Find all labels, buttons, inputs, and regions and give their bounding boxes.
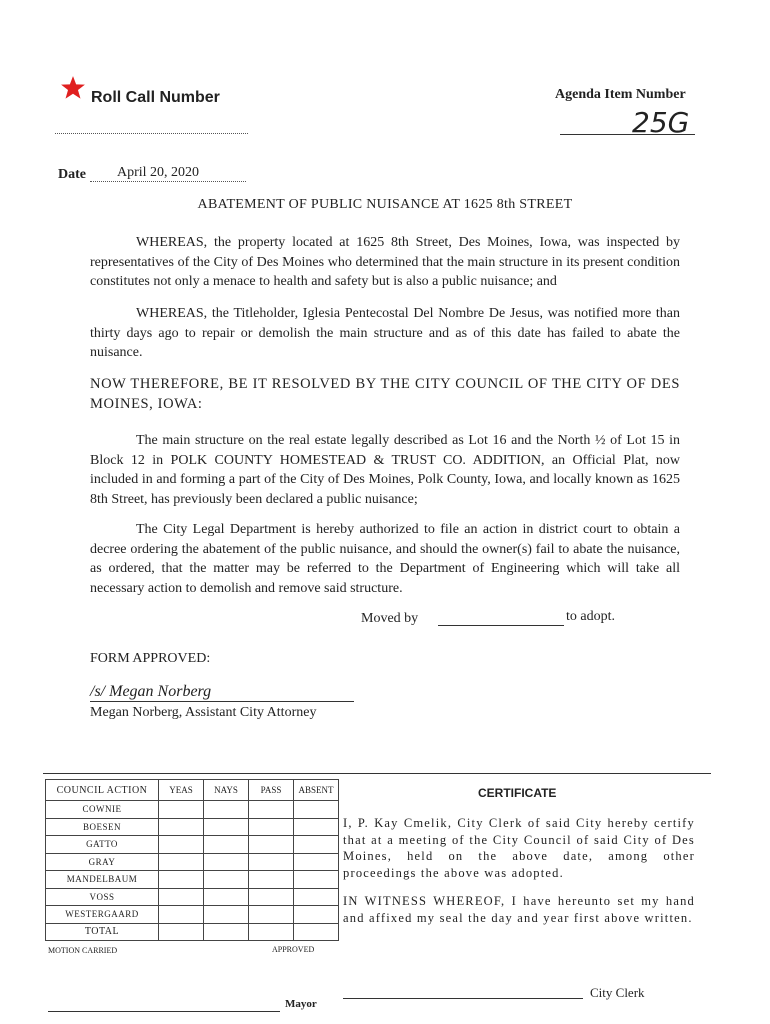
header-pass: PASS bbox=[249, 780, 294, 801]
whereas-paragraph-2: WHEREAS, the Titleholder, Iglesia Pentecostal Del Nombre De Jesus, was notified more than thirty days ago to repair or demolish the main structure and as of this date has failed to abate the nuisance. bbox=[90, 306, 680, 360]
table-row: BOESEN bbox=[46, 818, 339, 836]
legal-department-paragraph: The City Legal Department is hereby authorized to file an action in district court to obtain a decree ordering the abatement of the public nuisance, and should the owner(s) fail to abate the nuisance, as ordered, that the matter may be referred to the Department of Engineering which will take all necessary action to demolish and remove said structure. bbox=[90, 522, 680, 596]
council-action-table bbox=[45, 779, 339, 941]
table-row-total: TOTAL bbox=[46, 923, 339, 941]
date-value: April 20, 2020 bbox=[117, 165, 200, 180]
table-row: WESTERGAARD bbox=[46, 906, 339, 924]
attorney-name: Megan Norberg, Assistant City Attorney bbox=[90, 705, 317, 720]
table-row: COWNIE bbox=[46, 801, 339, 819]
date-label: Date bbox=[58, 167, 86, 182]
certificate-text: I, P. Kay Cmelik, City Clerk of said City hereby certify that at a meeting of the City Council of said City of Des Moines, held on the above date, among other proceedings the above was adopted. bbox=[343, 816, 695, 880]
table-header-row bbox=[46, 780, 339, 801]
certificate-title: CERTIFICATE bbox=[478, 786, 557, 800]
agenda-item-number: 25G bbox=[632, 106, 690, 139]
agenda-item-label: Agenda Item Number bbox=[555, 87, 686, 102]
roll-call-dotted-line bbox=[55, 133, 248, 134]
header-absent: ABSENT bbox=[294, 780, 339, 801]
clerk-signature-line bbox=[343, 998, 583, 999]
header-yeas: YEAS bbox=[159, 780, 204, 801]
city-clerk-label: City Clerk bbox=[590, 985, 645, 1000]
form-approved-label: FORM APPROVED: bbox=[90, 651, 211, 666]
header-council-action: COUNCIL ACTION bbox=[46, 780, 159, 801]
mayor-signature-line bbox=[48, 1011, 280, 1012]
red-star-icon bbox=[60, 75, 86, 101]
table-row: GATTO bbox=[46, 836, 339, 854]
signature-line bbox=[90, 701, 354, 702]
table-row: VOSS bbox=[46, 888, 339, 906]
roll-call-label: Roll Call Number bbox=[91, 89, 220, 106]
attorney-signature: /s/ Megan Norberg bbox=[90, 683, 212, 700]
table-row: GRAY bbox=[46, 853, 339, 871]
moved-by-label: Moved by bbox=[361, 611, 419, 626]
moved-by-line bbox=[438, 625, 564, 626]
to-adopt-label: to adopt. bbox=[566, 609, 615, 624]
date-dotted-line bbox=[90, 181, 246, 182]
main-structure-paragraph: The main structure on the real estate legally described as Lot 16 and the North ½ of Lot 15 in Block 12 in POLK COUNTY HOMESTEAD & TRUST CO. ADDITION, an Official Plat, now included in and forming a part of the City of Des Moines, Polk County, Iowa, and locally known as 1625 8th Street, has previously been declared a public nuisance; bbox=[90, 433, 680, 507]
motion-carried-label: MOTION CARRIED bbox=[48, 946, 118, 955]
section-divider bbox=[43, 773, 711, 774]
whereas-paragraph-1: WHEREAS, the property located at 1625 8th Street, Des Moines, Iowa, was inspected by representatives of the City of Des Moines who determined that the main structure in its present condition constitutes not only a menace to health and safety but is also a public nuisance; and bbox=[90, 235, 680, 289]
mayor-label: Mayor bbox=[285, 998, 317, 1010]
witness-text: IN WITNESS WHEREOF, I have hereunto set my hand and affixed my seal the day and year first above written. bbox=[343, 894, 695, 925]
document-title: ABATEMENT OF PUBLIC NUISANCE AT 1625 8th STREET bbox=[197, 197, 573, 212]
approved-label: APPROVED bbox=[272, 945, 315, 954]
table-row: MANDELBAUM bbox=[46, 871, 339, 889]
agenda-number-line bbox=[560, 134, 695, 135]
header-nays: NAYS bbox=[204, 780, 249, 801]
resolved-paragraph: NOW THEREFORE, BE IT RESOLVED BY THE CITY COUNCIL OF THE CITY OF DES MOINES, IOWA: bbox=[90, 376, 680, 412]
